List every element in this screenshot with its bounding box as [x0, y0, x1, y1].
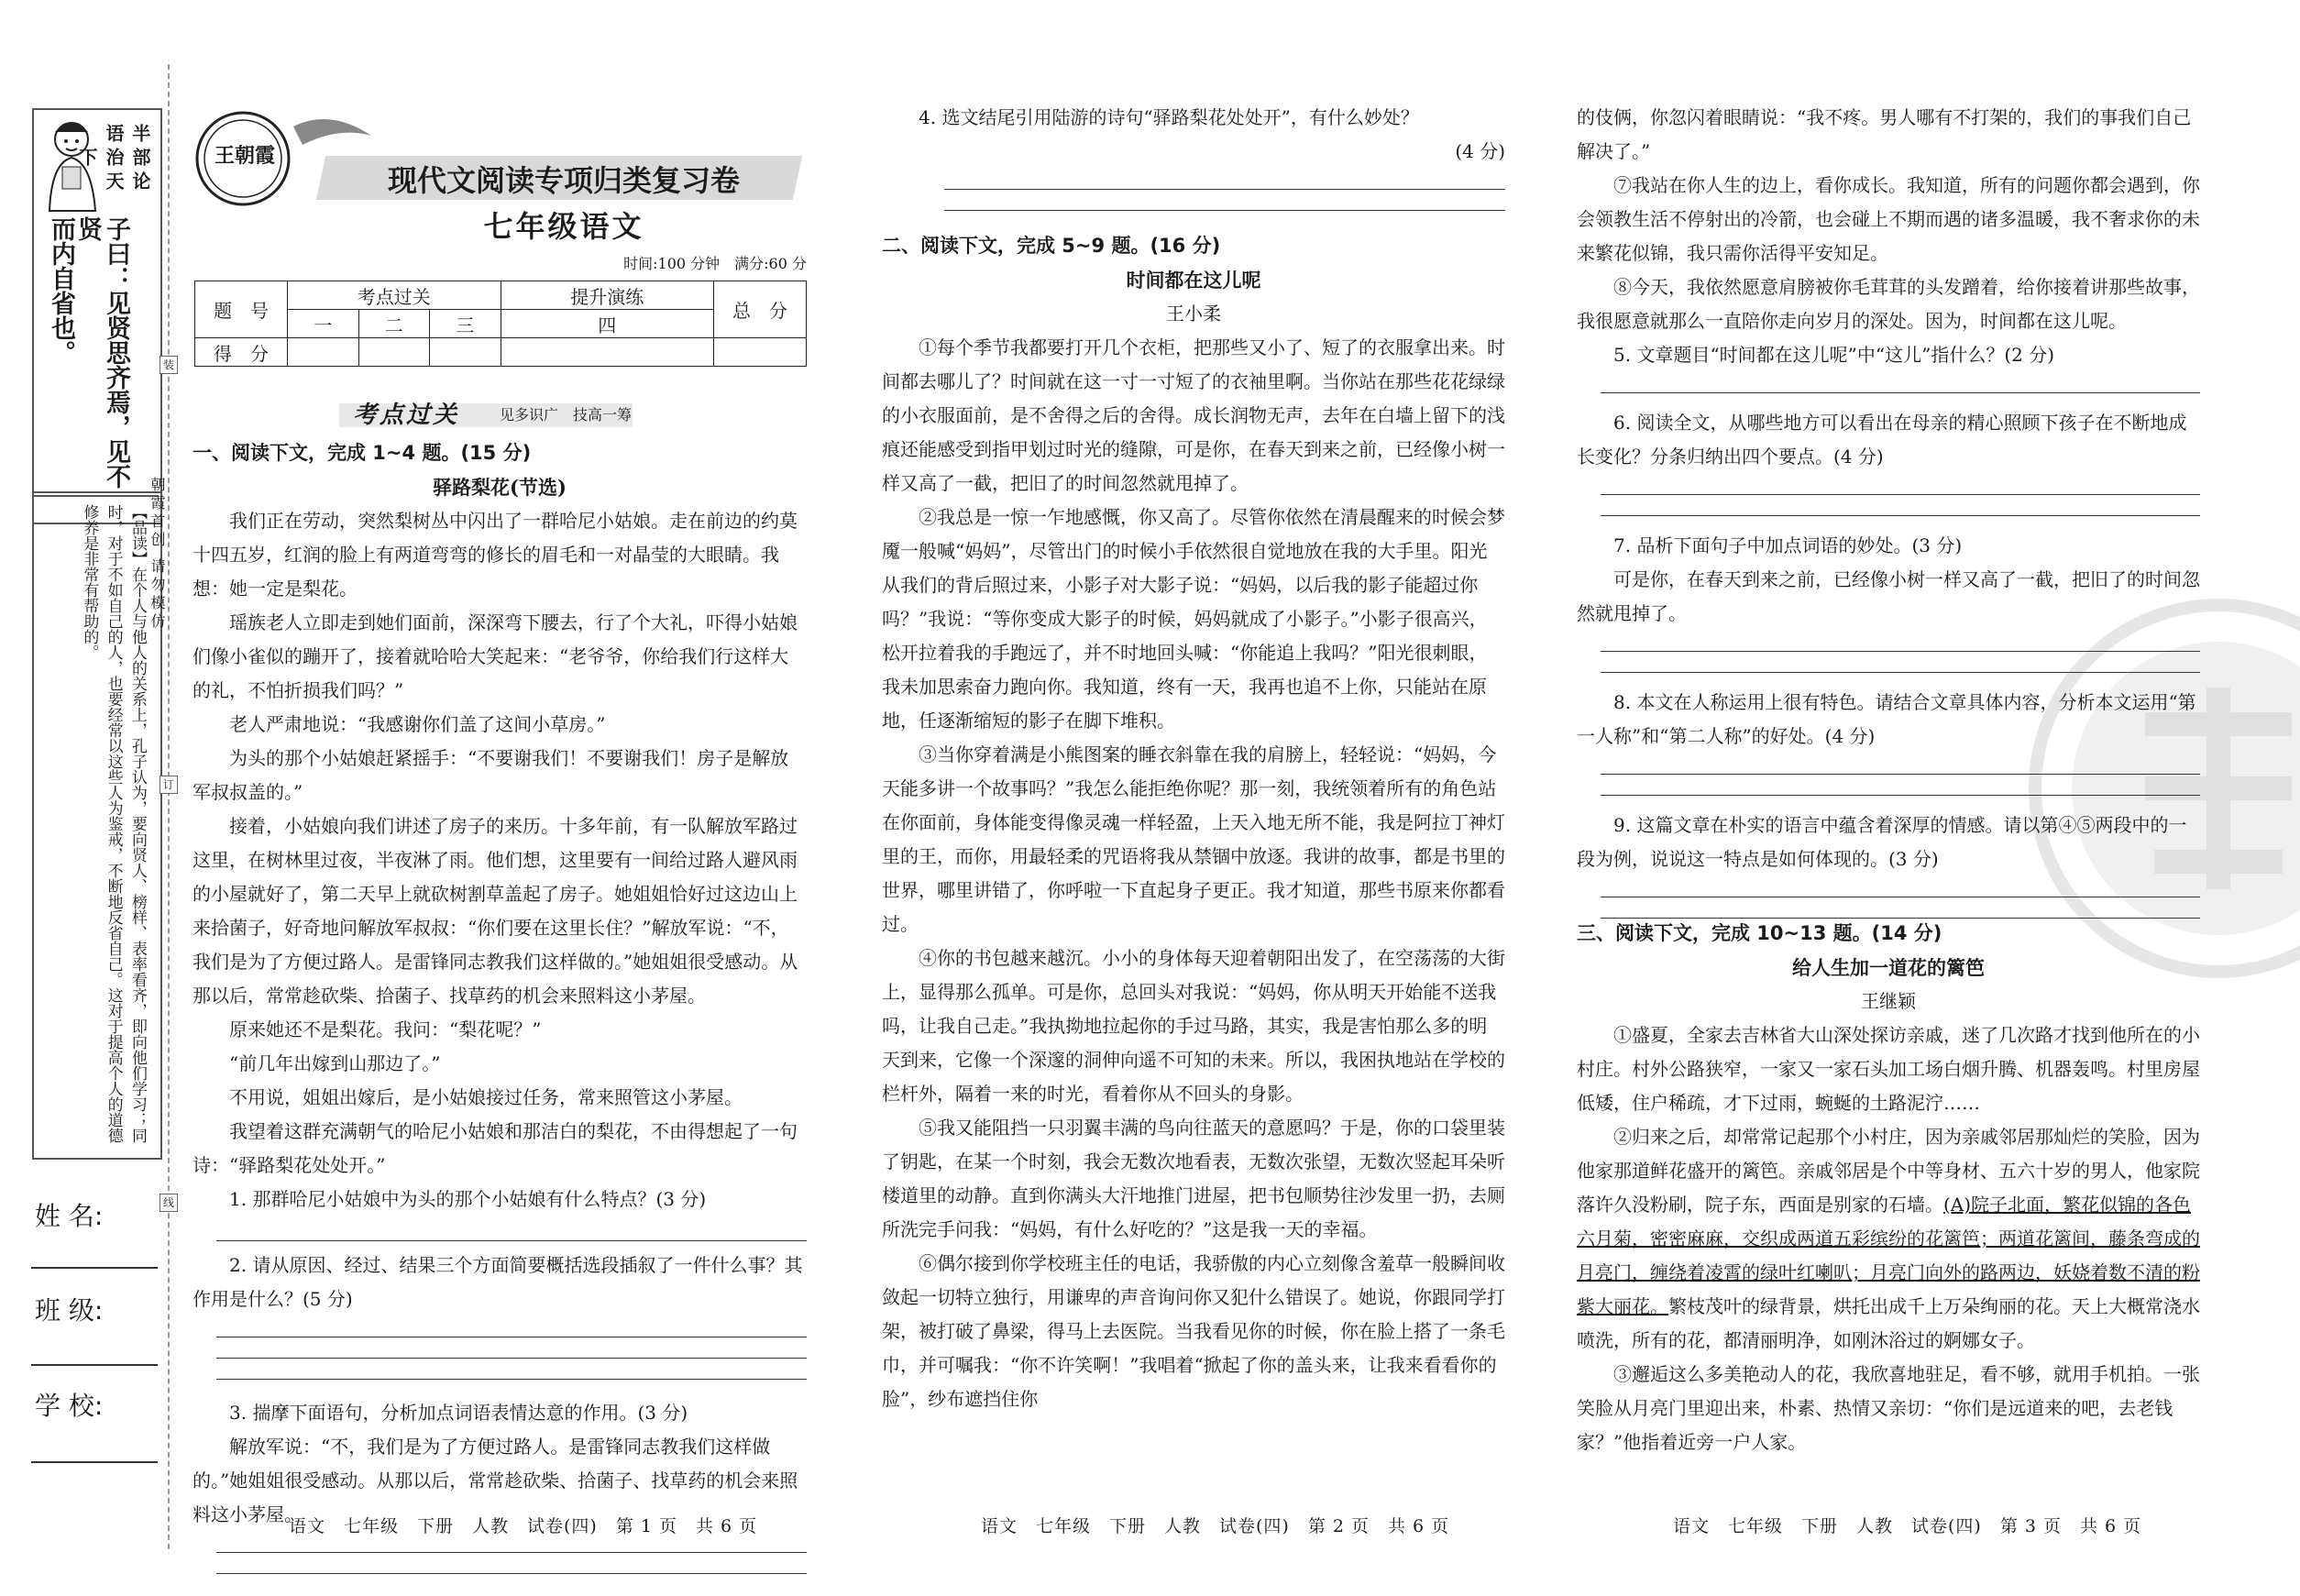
- question-4: 4. 选文结尾引用陆游的诗句“驿路梨花处处开”，有什么妙处？: [919, 106, 1419, 128]
- answer-line-q8[interactable]: [1601, 774, 2200, 775]
- question-7-quote: 可是你，在春天到来之前，已经像小树一样又高了一截，把旧了的时间忽然就甩掉了。: [1577, 568, 2200, 624]
- name-field[interactable]: [31, 1267, 158, 1269]
- answer-line-q3[interactable]: [216, 1573, 807, 1574]
- answer-line-q3[interactable]: [216, 1552, 807, 1553]
- question-6: 6. 阅读全文，从哪些地方可以看出在母亲的精心照顾下孩子在不断地成长变化？分条归纳出四个要点。(4 分): [1577, 412, 2187, 468]
- score-header-advance: 提升演练: [501, 281, 714, 310]
- score-header-total: 总 分: [714, 281, 807, 338]
- part1-block: [193, 436, 807, 1574]
- part1-para: “前几年出嫁到山那边了。”: [229, 1052, 441, 1074]
- question-3: 3. 揣摩下面语句，分析加点词语表情达意的作用。(3 分): [229, 1402, 688, 1424]
- score-table: [194, 281, 807, 367]
- motto-seal: 半部论语治天下: [76, 124, 151, 195]
- question-8: 8. 本文在人称运用上很有特色。请结合文章具体内容，分析本文运用“第一人称”和“第二人称”的好处。(4 分): [1577, 691, 2196, 747]
- answer-line-q8[interactable]: [1601, 795, 2200, 796]
- binding-mark-xian: 线: [160, 1194, 178, 1212]
- part1-para: 不用说，姐姐出嫁后，是小姑娘接过任务，常来照管这小茅屋。: [229, 1086, 743, 1108]
- score-row-label: 得 分: [195, 338, 288, 367]
- part3-heading: 三、阅读下文，完成 10~13 题。(14 分): [1577, 922, 1942, 944]
- part2-para: ⑤我又能阻挡一只羽翼丰满的鸟向往蓝天的意愿吗？于是，你的口袋里装了钥匙，在某一个时刻，我会无数次地看表，无数次张望，无数次竖起耳朵听楼道里的动静。直到你满头大汗地推门进屋，把书包顺势往沙发里一扔，去厕所洗完手问我：“妈妈，有什么好吃的？”这是我一天的幸福。: [882, 1117, 1505, 1240]
- part2-cont-para: ⑦我站在你人生的边上，看你成长。我知道，所有的问题你都会遇到，你会领教生活不停射出的冷箭，也会碰上不期而遇的诸多温暖，我不奢求你的未来繁花似锦，我只需你活得平安知足。: [1577, 174, 2200, 264]
- answer-line-q6[interactable]: [1601, 515, 2200, 516]
- binding-line: [168, 64, 170, 1549]
- score-cell-total[interactable]: [714, 338, 807, 367]
- binding-mark-zhuang: 装: [160, 356, 178, 374]
- question-7: 7. 品析下面句子中加点词语的妙处。(3 分): [1613, 534, 1963, 556]
- pindu-text: 【品读】在个人与他人的关系上，孔子认为，要向贤人、榜样、表率看齐，即向他们学习；同时，对于不如自己的人，也要经常以这些人为鉴戒，不断地反省自己。这对于提高个人的道德修养是非常有帮助的。: [80, 504, 147, 1143]
- brand-name: 王朝霞: [214, 144, 275, 168]
- part1-para: 老人严肃地说：“我感谢你们盖了这间小草房。”: [229, 713, 606, 735]
- part2-cont-para: ⑧今天，我依然愿意肩膀被你毛茸茸的头发蹭着，给你接着讲那些故事，我很愿意就那么一直陪你走向岁月的深处。因为，时间都在这儿呢。: [1577, 276, 2200, 332]
- copyright-hint: 朝霞首创 请勿模仿: [149, 477, 166, 633]
- answer-line-q1[interactable]: [216, 1240, 807, 1241]
- score-header-checkpoint: 考点过关: [288, 281, 501, 310]
- part2-author: 王小柔: [1166, 303, 1221, 325]
- part2-title: 时间都在这儿呢: [1126, 269, 1261, 292]
- part3-para-text: ②归来之后，却常常记起那个小村庄，因为亲戚邻居那灿烂的笑脸，因为他家那道鲜花盛开的篱笆。亲戚邻居是个中等身材、五六十岁的男人，他家院落许久没粉刷，院子东，西面是别家的石墙。: [1577, 1126, 2200, 1216]
- part2-cont-block: [1577, 101, 2200, 919]
- score-col-1: 一: [288, 310, 359, 338]
- part3-author: 王继颖: [1861, 990, 1916, 1012]
- section-banner-slogan: 见多识广 技高一筹: [500, 406, 633, 424]
- part2-para: ⑥偶尔接到你学校班主任的电话，我骄傲的内心立刻像含羞草一般瞬间收敛起一切特立独行，用谦卑的声音询问你又犯什么错误了。她说，你跟同学打架，被打破了鼻梁，得马上去医院。当我看见你的时候，你在脸上搭了一条毛巾，并可嘱我：“你不许笑啊！”我唱着“掀起了你的盖头来，让我来看看你的脸”，纱布遮挡住你: [882, 1252, 1505, 1410]
- question-9: 9. 这篇文章在朴实的语言中蕴含着深厚的情感。请以第④⑤两段中的一段为例，说说这一特点是如何体现的。(3 分): [1577, 814, 2187, 870]
- part2-para: ①每个季节我都要打开几个衣柜，把那些又小了、短了的衣服拿出来。时间都去哪儿了？时间就在这一寸一寸短了的衣袖里啊。当你站在那些花花绿绿的小衣服面前，是不舍得之后的舍得。成长润物无声，去年在白墙上留下的浅痕还能感受到指甲划过时光的缝隙，可是你，在春天到来之前，已经像小树一样又高了一截，把旧了的时间忽然就甩掉了。: [882, 336, 1505, 494]
- score-col-2: 二: [358, 310, 430, 338]
- part1-cont-block: [882, 101, 1505, 211]
- part1-heading: 一、阅读下文，完成 1~4 题。(15 分): [193, 442, 532, 464]
- score-header-number: 题 号: [195, 281, 288, 338]
- part2-para: ③当你穿着满是小熊图案的睡衣斜靠在我的肩膀上，轻轻说：“妈妈，今天能多讲一个故事吗？”我怎么能拒绝你呢？那一刻，我统领着所有的角色站在你面前，身体能变得像灵魂一样轻盈，上天入地无所不能，我是阿拉丁神灯里的王，而你，用最轻柔的咒语将我从禁锢中放逐。我讲的故事，都是书里的世界，哪里讲错了，你呼啦一下直起身子更正。我才知道，那些书原来你都看过。: [882, 743, 1505, 935]
- binding-mark-ding: 订: [160, 776, 178, 794]
- part3-para-tail: 繁枝茂叶的绿背景，烘托出成千上万朵绚丽的花。天上大概常浇水喷洗，所有的花，都清丽明净，如刚沐浴过的婀娜女子。: [1577, 1295, 2200, 1351]
- question-3-quote: 解放军说：“不，我们是为了方便过路人。是雷锋同志教我们这样做的。”她姐姐很受感动。从那以后，常常趁砍柴、拾菌子、找草药的机会来照料这小茅屋。: [193, 1436, 798, 1525]
- footer-page-3: 语文 七年级 下册 人教 试卷(四) 第 3 页 共 6 页: [1673, 1516, 2142, 1536]
- score-cell-1[interactable]: [288, 338, 359, 367]
- section-banner-title: 考点过关: [353, 402, 460, 429]
- footer-page-2: 语文 七年级 下册 人教 试卷(四) 第 2 页 共 6 页: [981, 1516, 1450, 1536]
- question-2: 2. 请从原因、经过、结果三个方面简要概括选段插叙了一件什么事？其作用是什么？(5 分): [193, 1254, 803, 1310]
- answer-line-q5[interactable]: [1601, 392, 2200, 393]
- part2-para: ②我总是一惊一乍地感慨，你又高了。尽管你依然在清晨醒来的时候会梦魇一般喊“妈妈”，尽管出门的时候小手依然很自觉地放在我的大手里。阳光从我们的背后照过来，小影子对大影子说：“妈妈，以后我的影子能超过你吗？”我说：“等你变成大影子的时候，妈妈就成了小影子。”小影子很高兴，松开拉着我的手跑远了，并不时地回头喊：“你能追上我吗？”阳光很刺眼，我未加思索奋力跑向你。我知道，终有一天，我再也追不上你，只能站在原地，任逐渐缩短的影子在脚下堆积。: [882, 506, 1505, 732]
- part1-para: 我们正在劳动，突然梨树丛中闪出了一群哈尼小姑娘。走在前边的约莫十四五岁，红润的脸上有两道弯弯的修长的眉毛和一对晶莹的大眼睛。我想：她一定是梨花。: [193, 510, 798, 600]
- part2-heading: 二、阅读下文，完成 5~9 题。(16 分): [882, 235, 1221, 257]
- part3-para: ③邂逅这么多美艳动人的花，我欣喜地驻足，看不够，就用手机拍。一张笑脸从月亮门里迎出来，朴素、热情又亲切：“你们是远道来的吧，去老钱家？”他指着近旁一户人家。: [1577, 1363, 2200, 1453]
- part3-block: [1577, 917, 2200, 1459]
- answer-line-q7[interactable]: [1601, 651, 2200, 652]
- quote-line-2: 而内自省也。: [47, 216, 75, 365]
- question-5: 5. 文章题目“时间都在这儿呢”中“这儿”指什么？(2 分): [1613, 344, 2055, 366]
- school-field[interactable]: [31, 1461, 158, 1463]
- part3-title: 给人生加一道花的篱笆: [1792, 956, 1985, 979]
- question-4-points: (4 分): [1455, 140, 1505, 162]
- score-cell-3[interactable]: [430, 338, 501, 367]
- answer-line-q4[interactable]: [944, 189, 1505, 190]
- school-label: 学 校:: [35, 1391, 104, 1421]
- part1-para: 接着，小姑娘向我们讲述了房子的来历。十多年前，有一队解放军路过这里，在树林里过夜，半夜淋了雨。他们想，这里要有一间给过路人避风雨的小屋就好了，第二天早上就砍树割草盖起了房子。她姐姐恰好过这边山上来拾菌子，好奇地问解放军叔叔：“你们要在这里长住？”解放军说：“不，我们是为了方便过路人。是雷锋同志教我们这样做的。”她姐姐很受感动。从那以后，常常趁砍柴、拾菌子、找草药的机会来照料这小茅屋。: [193, 815, 798, 1007]
- part1-para: 我望着这群充满朝气的哈尼小姑娘和那洁白的梨花，不由得想起了一句诗：“驿路梨花处处开。”: [193, 1120, 798, 1176]
- part2-block: [882, 229, 1505, 1416]
- footer-page-1: 语文 七年级 下册 人教 试卷(四) 第 1 页 共 6 页: [289, 1516, 758, 1536]
- answer-line-q7[interactable]: [1601, 672, 2200, 673]
- part1-para: 瑶族老人立即走到她们面前，深深弯下腰去，行了个大礼，吓得小姑娘们像小雀似的蹦开了，接着就哈哈大笑起来：“老爷爷，你给我们行这样大的礼，不怕折损我们吗？”: [193, 611, 798, 701]
- answer-line-q2[interactable]: [216, 1379, 807, 1380]
- question-1: 1. 那群哈尼小姑娘中为头的那个小姑娘有什么特点？(3 分): [229, 1188, 707, 1210]
- name-label: 姓 名:: [35, 1201, 104, 1231]
- part3-para: [1577, 1120, 2200, 1358]
- answer-line-q2[interactable]: [216, 1358, 807, 1359]
- score-col-3: 三: [430, 310, 501, 338]
- paper-subtitle: 七年级语文: [483, 209, 644, 244]
- part1-para: 原来她还不是梨花。我问：“梨花呢？”: [229, 1018, 542, 1040]
- score-cell-2[interactable]: [358, 338, 430, 367]
- margin-bottom-box: [32, 491, 162, 1160]
- score-col-4: 四: [501, 310, 714, 338]
- exam-meta: 时间:100 分钟 满分:60 分: [623, 255, 807, 272]
- quote-line-1: 子曰：见贤思齐焉，见不贤: [72, 216, 130, 489]
- answer-line-q6[interactable]: [1601, 494, 2200, 495]
- answer-line-q4[interactable]: [944, 210, 1505, 211]
- part2-para: ④你的书包越来越沉。小小的身体每天迎着朝阳出发了，在空荡荡的大街上，显得那么孤单。可是你，总回头对我说：“妈妈，你从明天开始能不送我吗，让我自己走。”我执拗地拉起你的手过马路，其实，我是害怕那么多的明天到来，它像一个深邃的洞伸向遥不可知的未来。所以，我困执地站在学校的栏杆外，隔着一来的时光，看着你从不回头的身影。: [882, 947, 1505, 1105]
- part1-para: 为头的那个小姑娘赶紧摇手：“不要谢我们！不要谢我们！房子是解放军叔叔盖的。”: [193, 747, 789, 803]
- paper-title: 现代文阅读专项归类复习卷: [387, 163, 740, 198]
- confucius-quote: [37, 216, 154, 512]
- part1-title: 驿路梨花(节选): [433, 476, 567, 499]
- part2-cont-para: 的伎俩，你忽闪着眼睛说：“我不疼。男人哪有不打架的，我们的事我们自己解决了。”: [1577, 106, 2192, 162]
- part3-para: ①盛夏，全家去吉林省大山深处探访亲戚，迷了几次路才找到他所在的小村庄。村外公路狭窄，一家又一家石头加工场白烟升腾、机器轰鸣。村里房屋低矮，住户稀疏，才下过雨，蜿蜒的土路泥泞……: [1577, 1024, 2200, 1114]
- class-label: 班 级:: [35, 1295, 104, 1326]
- score-cell-4[interactable]: [501, 338, 714, 367]
- class-field[interactable]: [31, 1364, 158, 1366]
- part3-underlined-sentence: (A)院子北面，繁花似锦的各色六月菊，密密麻麻，交织成两道五彩缤纷的花篱笆；两道花篱间，藤条弯成的月亮门，缠绕着凌霄的绿叶红喇叭；月亮门向外的路两边，妖娆着数不清的粉紫大丽花。: [1577, 1194, 2200, 1317]
